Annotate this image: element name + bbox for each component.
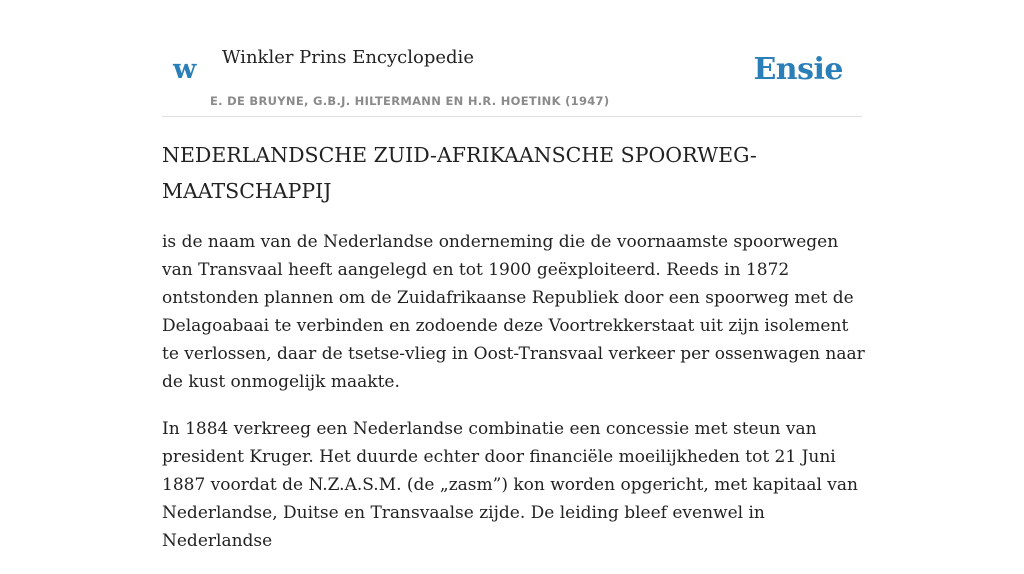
winkler-prins-logo-icon[interactable]: w xyxy=(173,54,197,85)
source-header xyxy=(162,40,862,117)
article-paragraph: In 1884 verkreeg een Nederlandse combinatie een concessie met steun van president Kruger. Het duurde echter door financiële moeilijkheden tot 21 Juni 1887 voordat de N.Z.A.S.M. (de „zasm”) kon worden opgericht, met kapitaal van Nederlandse, Duitse en Transvaalse zijde. De leiding bleef evenwel in Nederlandse xyxy=(162,419,858,551)
article-body xyxy=(162,228,866,574)
source-title-link[interactable]: Winkler Prins Encyclopedie xyxy=(222,47,474,68)
source-authors: E. DE BRUYNE, G.B.J. HILTERMANN EN H.R. HOETINK (1947) xyxy=(210,94,610,108)
article-title: NEDERLANDSCHE ZUID-AFRIKAANSCHE SPOORWEG-MAATSCHAPPIJ xyxy=(162,143,757,203)
ensie-logo[interactable]: Ensie xyxy=(753,52,843,87)
article-paragraph: is de naam van de Nederlandse onderneming die de voornaamste spoorwegen van Transvaal heeft aangelegd en tot 1900 geëxploiteerd. Reeds in 1872 ontstonden plannen om de Zuidafrikaanse Republiek door een spoorweg met de Delagoabaai te verbinden en zodoende deze Voortrekkerstaat uit zijn isolement te verlossen, daar de tsetse-vlieg in Oost-Transvaal verkeer per ossenwagen naar de kust onmogelijk maakte. xyxy=(162,232,865,392)
